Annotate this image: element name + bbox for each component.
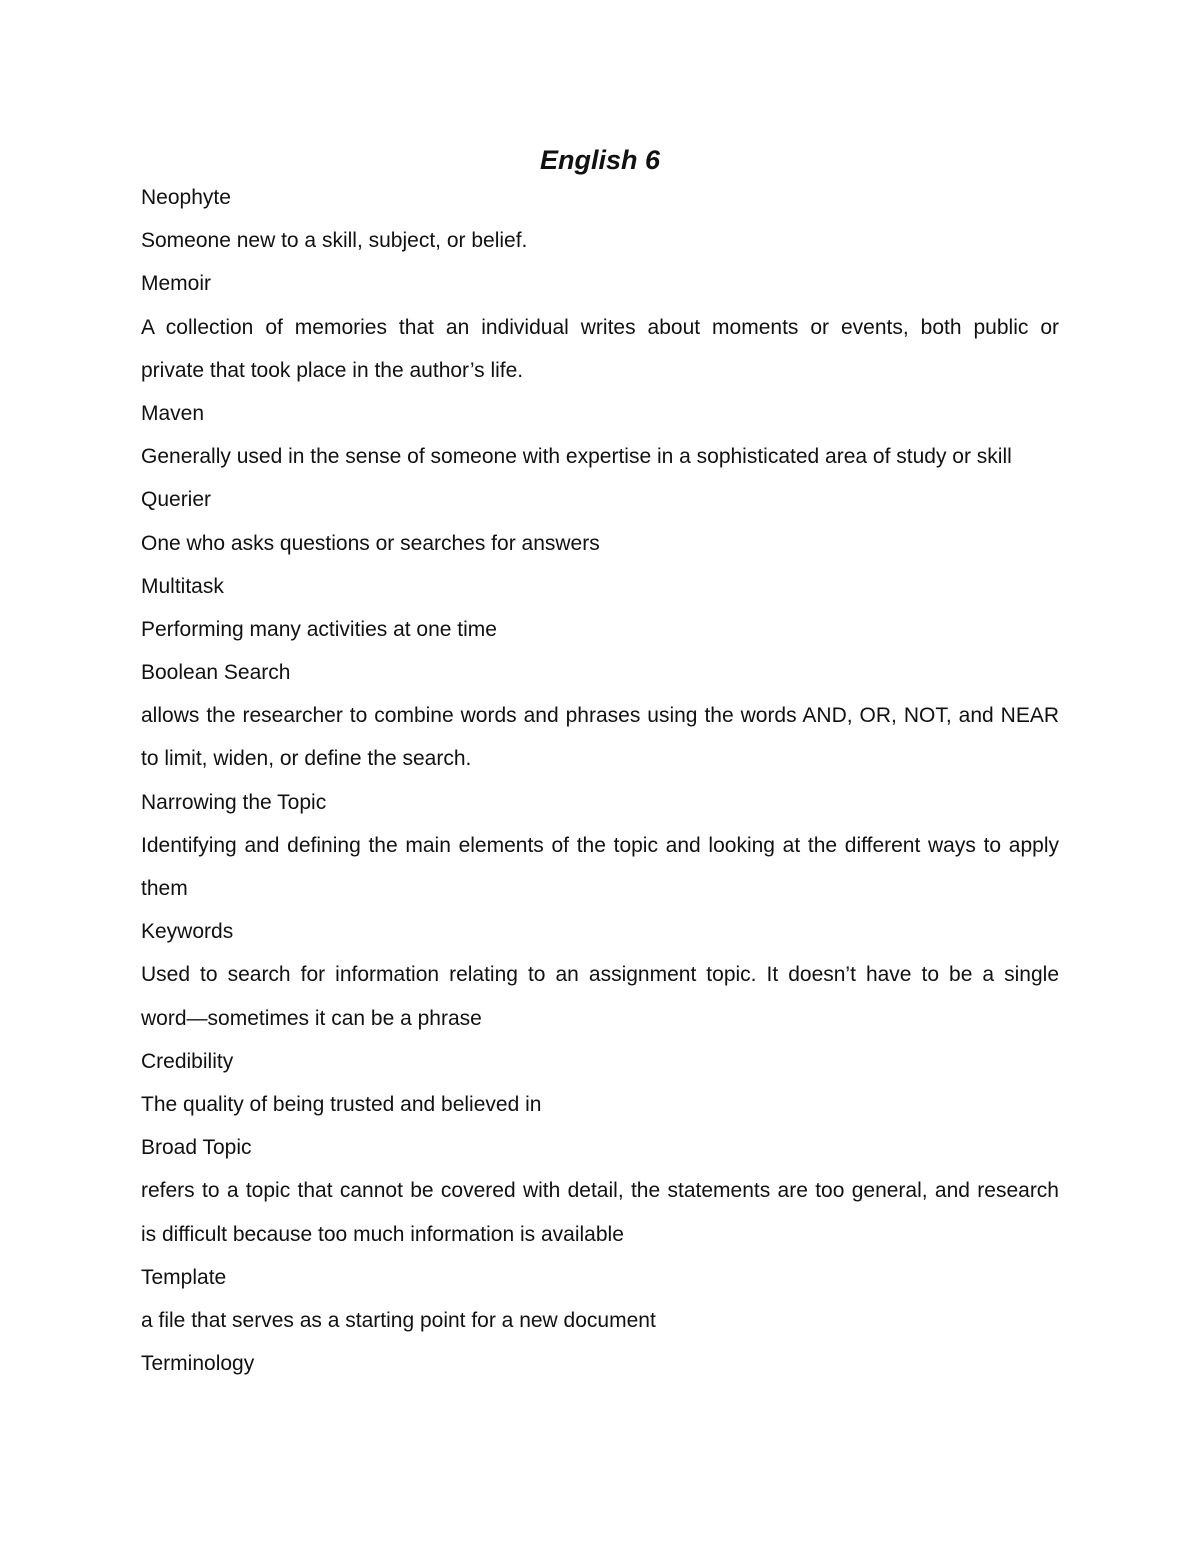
term-maven: Maven [141,401,205,425]
definition-memoir-line-1: A collection of memories that an individual writes about moments or events, both public or [141,315,1059,339]
definition-memoir-line-2: private that took place in the author’s life. [141,358,524,382]
term-template: Template [141,1265,227,1289]
definition-keywords-line-1: Used to search for information relating to an assignment topic. It doesn’t have to be a single [141,963,1059,987]
term-querier: Querier [141,488,212,512]
definition-boolean-search-line-1: allows the researcher to combine words and phrases using the words AND, OR, NOT, and NEAR [141,704,1059,728]
term-keywords: Keywords [141,920,234,944]
glossary-list [141,176,1059,1385]
term-neophyte: Neophyte [141,186,231,209]
definition-keywords-line-2: word—sometimes it can be a phrase [141,1006,482,1030]
definition-boolean-search-line-2: to limit, widen, or define the search. [141,747,472,771]
definition-credibility: The quality of being trusted and believed in [141,1092,542,1116]
term-terminology: Terminology [141,1352,255,1376]
definition-broad-topic-line-1: refers to a topic that cannot be covered with detail, the statements are too general, and research [141,1179,1059,1203]
document-title: English 6 [539,145,661,175]
definition-neophyte: Someone new to a skill, subject, or belief. [141,229,528,253]
definition-broad-topic-line-2: is difficult because too much information is available [141,1222,624,1246]
term-narrowing-the-topic: Narrowing the Topic [141,790,327,814]
term-multitask: Multitask [141,574,224,598]
definition-querier: One who asks questions or searches for answers [141,531,600,555]
term-broad-topic: Broad Topic [141,1136,252,1160]
term-memoir: Memoir [141,272,212,296]
term-boolean-search: Boolean Search [141,661,291,685]
definition-narrowing-the-topic-line-2: them [141,877,188,900]
term-credibility: Credibility [141,1049,234,1073]
definition-template: a file that serves as a starting point for a new document [141,1308,656,1332]
definition-multitask: Performing many activities at one time [141,617,497,641]
definition-maven: Generally used in the sense of someone with expertise in a sophisticated area of study or skill [141,445,1012,469]
definition-narrowing-the-topic-line-1: Identifying and defining the main elements of the topic and looking at the different ways to apply [141,833,1059,857]
